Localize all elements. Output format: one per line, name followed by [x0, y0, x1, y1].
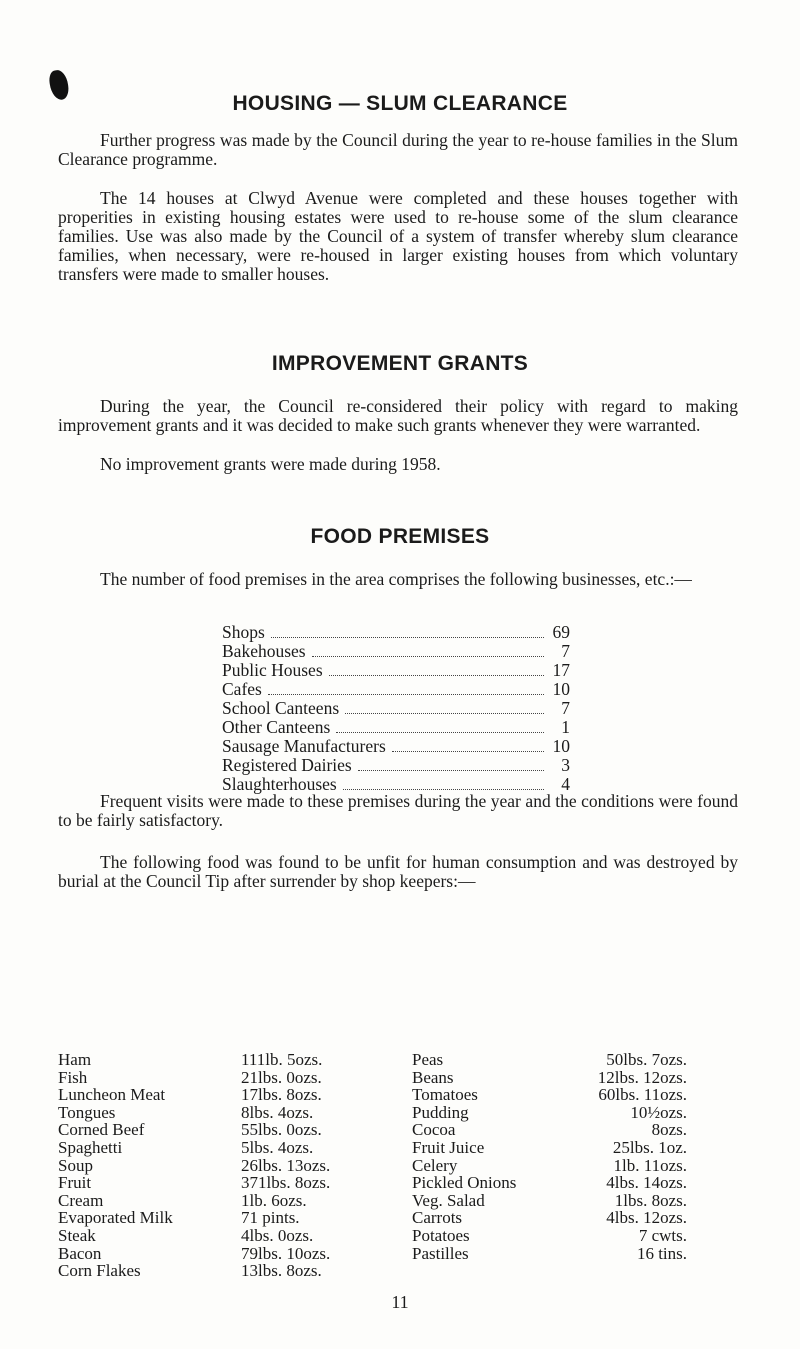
unfit-food-list-left [58, 1051, 371, 1280]
heading-housing: HOUSING — SLUM CLEARANCE [232, 92, 568, 115]
food-item: Corned Beef [58, 1120, 145, 1140]
food-row [412, 1121, 687, 1139]
dot-leader [312, 656, 544, 657]
food-quantity: 50lbs. 7ozs. [606, 1050, 687, 1069]
food-item: Peas [412, 1050, 444, 1069]
heading-food-premises: FOOD PREMISES [310, 525, 490, 548]
food-quantity: 1lb. 11ozs. [613, 1155, 687, 1175]
food-row [412, 1051, 687, 1069]
premises-count: 4 [561, 774, 570, 794]
food-quantity: 10½ozs. [630, 1102, 687, 1122]
premises-label: Public Houses [222, 660, 323, 680]
food-quantity: 71 pints. [241, 1208, 300, 1228]
food-item: Bacon [58, 1243, 102, 1263]
page-number: 11 [391, 1292, 409, 1312]
food-quantity: 21lbs. 0ozs. [241, 1067, 322, 1087]
food-item: Luncheon Meat [58, 1085, 166, 1105]
food-item: Pastilles [412, 1243, 469, 1263]
food-quantity: 7 cwts. [638, 1225, 687, 1245]
food-row [412, 1227, 687, 1245]
premises-row [222, 642, 570, 661]
food-quantity: 12lbs. 12ozs. [597, 1067, 687, 1087]
food-item: Pickled Onions [412, 1173, 517, 1193]
food-quantity: 4lbs. 14ozs. [606, 1173, 687, 1193]
food-item: Steak [58, 1225, 96, 1245]
unfit-food-paragraph: The following food was found to be unfit for human consumption and was destroyed by burial at the Council Tip after surrender by shop keepers:— [58, 852, 738, 891]
food-row [58, 1209, 371, 1227]
food-quantity: 4lbs. 0ozs. [241, 1225, 314, 1245]
food-row [412, 1245, 687, 1263]
food-row [58, 1192, 371, 1210]
food-quantity: 8ozs. [651, 1120, 687, 1140]
food-row [58, 1139, 371, 1157]
housing-paragraph-2: The 14 houses at Clwyd Avenue were completed and these houses together with properities in existing housing estates were used to re-house some of the slum clearance families. Use was also made by the Council of a system of transfer whereby slum clearance families, when necessary, were re-housed in larger existing houses from which voluntary transfers were made to smaller houses. [58, 188, 738, 284]
dot-leader [336, 732, 544, 733]
food-quantity: 111lb. 5ozs. [241, 1050, 323, 1069]
food-quantity: 26lbs. 13ozs. [241, 1155, 331, 1175]
food-item: Celery [412, 1155, 458, 1175]
food-item: Spaghetti [58, 1137, 123, 1157]
food-row [58, 1157, 371, 1175]
premises-label: Registered Dairies [222, 755, 352, 775]
food-quantity: 371lbs. 8ozs. [241, 1173, 331, 1193]
heading-improvement-grants: IMPROVEMENT GRANTS [271, 352, 529, 375]
food-item: Tomatoes [412, 1085, 478, 1105]
food-row [412, 1069, 687, 1087]
food-quantity: 8lbs. 4ozs. [241, 1102, 314, 1122]
premises-count: 7 [561, 698, 570, 718]
food-quantity: 55lbs. 0ozs. [241, 1120, 322, 1140]
food-item: Corn Flakes [58, 1261, 141, 1281]
dot-leader [345, 713, 544, 714]
food-item: Fruit Juice [412, 1137, 485, 1157]
premises-label: Other Canteens [222, 717, 331, 737]
dot-leader [392, 751, 544, 752]
premises-label: School Canteens [222, 698, 340, 718]
food-item: Fruit [58, 1173, 92, 1193]
premises-label: Cafes [222, 679, 262, 699]
visits-paragraph: Frequent visits were made to these premises during the year and the conditions were found to be fairly satisfactory. [58, 791, 738, 830]
food-row [58, 1086, 371, 1104]
premises-row [222, 699, 570, 718]
food-row [412, 1174, 687, 1192]
food-item: Tongues [58, 1102, 116, 1122]
premises-row [222, 756, 570, 775]
food-row [412, 1104, 687, 1122]
food-row [58, 1245, 371, 1263]
food-item: Ham [58, 1050, 92, 1069]
grants-paragraph-2: No improvement grants were made during 1958. [100, 454, 441, 474]
premises-count: 3 [561, 755, 570, 775]
premises-count: 69 [552, 622, 570, 642]
food-row [58, 1174, 371, 1192]
premises-label: Slaughterhouses [222, 774, 337, 794]
premises-label: Bakehouses [222, 641, 306, 661]
food-quantity: 25lbs. 1oz. [612, 1137, 687, 1157]
premises-count: 1 [561, 717, 570, 737]
food-item: Soup [58, 1155, 93, 1175]
food-quantity: 4lbs. 12ozs. [606, 1208, 687, 1228]
dot-leader [343, 789, 544, 790]
premises-label: Sausage Manufacturers [222, 736, 386, 756]
dot-leader [329, 675, 544, 676]
food-quantity: 1lb. 6ozs. [241, 1190, 307, 1210]
food-item: Fish [58, 1067, 88, 1087]
food-quantity: 17lbs. 8ozs. [241, 1085, 322, 1105]
housing-paragraph-1: Further progress was made by the Council during the year to re-house families in the Slum Clearance programme. [58, 130, 738, 169]
premises-row [222, 661, 570, 680]
food-row [412, 1086, 687, 1104]
food-item: Pudding [412, 1102, 469, 1122]
food-item: Potatoes [412, 1225, 470, 1245]
food-item: Evaporated Milk [58, 1208, 173, 1228]
premises-count: 10 [552, 736, 570, 756]
food-quantity: 5lbs. 4ozs. [241, 1137, 314, 1157]
food-row [58, 1051, 371, 1069]
food-row [58, 1121, 371, 1139]
food-quantity: 1lbs. 8ozs. [614, 1190, 687, 1210]
food-row [412, 1209, 687, 1227]
food-row [412, 1139, 687, 1157]
food-item: Beans [412, 1067, 454, 1087]
premises-row [222, 623, 570, 642]
food-quantity: 16 tins. [636, 1243, 687, 1263]
food-row [412, 1157, 687, 1175]
food-quantity: 13lbs. 8ozs. [241, 1261, 322, 1281]
dot-leader [268, 694, 544, 695]
food-row [58, 1227, 371, 1245]
premises-count: 10 [552, 679, 570, 699]
food-item: Cream [58, 1190, 104, 1210]
premises-row [222, 718, 570, 737]
food-intro-paragraph: The number of food premises in the area comprises the following businesses, etc.:— [100, 569, 692, 589]
dot-leader [358, 770, 544, 771]
premises-row [222, 680, 570, 699]
premises-list [222, 623, 570, 794]
unfit-food-list-right [412, 1051, 687, 1262]
food-quantity: 79lbs. 10ozs. [241, 1243, 331, 1263]
food-item: Cocoa [412, 1120, 456, 1140]
food-row [58, 1104, 371, 1122]
grants-paragraph-1: During the year, the Council re-considered their policy with regard to making improvement grants and it was decided to make such grants whenever they were warranted. [58, 396, 738, 435]
food-item: Carrots [412, 1208, 463, 1228]
premises-count: 17 [552, 660, 570, 680]
food-quantity: 60lbs. 11ozs. [598, 1085, 687, 1105]
premises-label: Shops [222, 622, 265, 642]
dot-leader [271, 637, 544, 638]
food-row [412, 1192, 687, 1210]
premises-row [222, 737, 570, 756]
food-item: Veg. Salad [412, 1190, 485, 1210]
food-row [58, 1262, 371, 1280]
food-row [58, 1069, 371, 1087]
premises-count: 7 [561, 641, 570, 661]
